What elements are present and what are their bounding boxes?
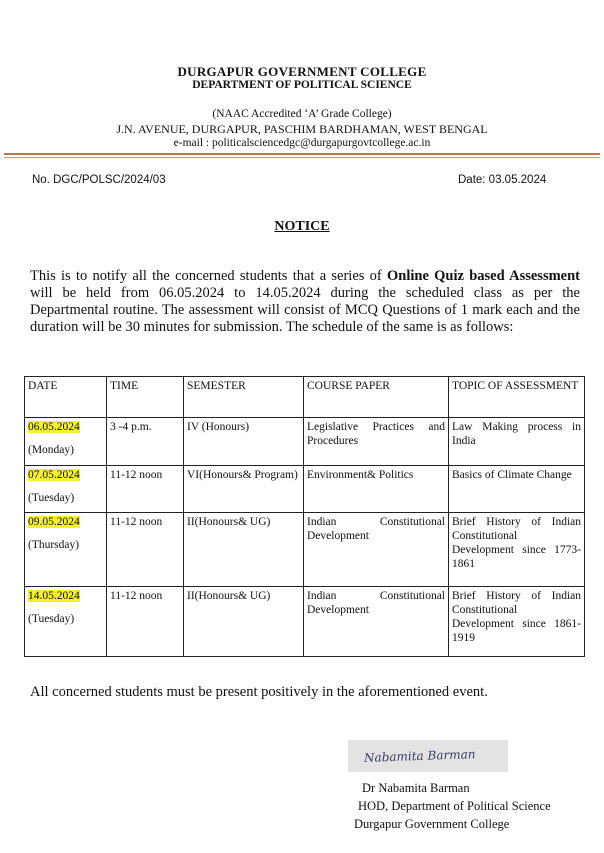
topic-cell: Brief History of Indian Constitutional Development since 1861-1919 [449, 587, 585, 657]
course-cell: Environment& Politics [304, 466, 449, 513]
course-cell: Indian Constitutional Development [304, 587, 449, 657]
table-row [25, 466, 585, 513]
header-topic: TOPIC OF ASSESSMENT [449, 377, 585, 418]
topic-cell: Law Making process in India [449, 418, 585, 466]
reference-number: No. DGC/POLSC/2024/03 [32, 174, 166, 186]
header-date: DATE [25, 377, 107, 418]
date-cell [25, 466, 107, 513]
table-row [25, 513, 585, 587]
topic-cell: Basics of Climate Change [449, 466, 585, 513]
semester-cell: II(Honours& UG) [184, 513, 304, 587]
signatory-designation: HOD, Department of Political Science [358, 799, 551, 813]
signature-image [348, 740, 508, 772]
time-cell: 11-12 noon [107, 513, 184, 587]
table-header-row [25, 377, 585, 418]
semester-cell: II(Honours& UG) [184, 587, 304, 657]
department-name: DEPARTMENT OF POLITICAL SCIENCE [192, 79, 412, 91]
handwritten-signature: Nabamita Barman [363, 747, 476, 765]
paragraph-text-2: will be held from 06.05.2024 to 14.05.2024 during the scheduled class as per the Departmental routine. The assessment will consist of MCQ Questions of 1 mark each and the duration will be 30 minutes for submission. The schedule of the same is as follows: [30, 285, 580, 335]
signatory-name: Dr Nabamita Barman [362, 781, 470, 795]
day-value: (Tuesday) [28, 613, 75, 625]
day-value: (Tuesday) [28, 492, 75, 504]
header-divider-thin [4, 157, 600, 158]
header-divider [4, 153, 600, 155]
notice-title: NOTICE [274, 219, 330, 234]
paragraph-bold: Online Quiz based Assessment [386, 268, 580, 284]
address-line: J.N. AVENUE, DURGAPUR, PASCHIM BARDHAMAN, WEST BENGAL [116, 122, 488, 136]
header-course: COURSE PAPER [304, 377, 449, 418]
closing-statement: All concerned students must be present positively in the aforementioned event. [30, 684, 488, 700]
header-time: TIME [107, 377, 184, 418]
time-cell: 11-12 noon [107, 587, 184, 657]
semester-cell: IV (Honours) [184, 418, 304, 466]
date-value: 07.05.2024 [28, 469, 80, 481]
course-cell: Legislative Practices and Procedures [304, 418, 449, 466]
date-value: 09.05.2024 [28, 516, 80, 528]
course-cell: Indian Constitutional Development [304, 513, 449, 587]
college-name: DURGAPUR GOVERNMENT COLLEGE [177, 64, 427, 79]
day-value: (Monday) [28, 444, 74, 456]
date-value: 06.05.2024 [28, 421, 80, 433]
notice-date: Date: 03.05.2024 [458, 174, 547, 186]
notice-paragraph [30, 268, 580, 336]
table-row [25, 587, 585, 657]
date-value: 14.05.2024 [28, 590, 80, 602]
topic-cell: Brief History of Indian Constitutional Development since 1773-1861 [449, 513, 585, 587]
date-cell [25, 418, 107, 466]
day-value: (Thursday) [28, 539, 80, 551]
header-semester: SEMESTER [184, 377, 304, 418]
date-cell [25, 513, 107, 587]
time-cell: 3 -4 p.m. [107, 418, 184, 466]
accreditation-line: (NAAC Accredited ‘A’ Grade College) [212, 108, 392, 120]
semester-cell: VI(Honours& Program) [184, 466, 304, 513]
email-line: e-mail : politicalsciencedgc@durgapurgovtcollege.ac.in [173, 137, 431, 149]
table-row [25, 418, 585, 466]
schedule-table [24, 376, 585, 657]
paragraph-text-1: This is to notify all the concerned students that a series of [30, 268, 387, 284]
signatory-college: Durgapur Government College [354, 817, 510, 831]
time-cell: 11-12 noon [107, 466, 184, 513]
date-cell [25, 587, 107, 657]
